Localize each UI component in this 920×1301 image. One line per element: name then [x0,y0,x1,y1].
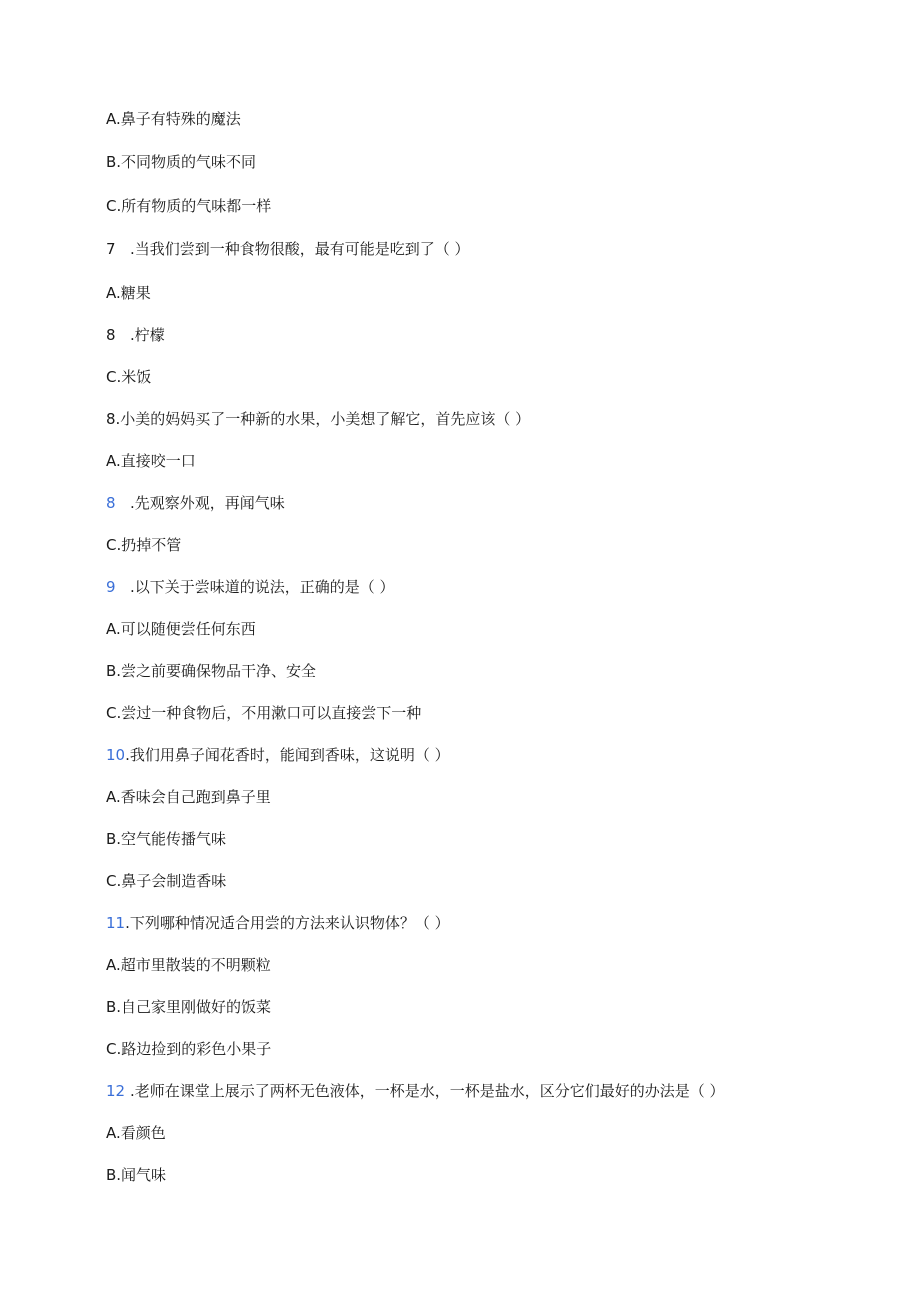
option-text: B.自己家里刚做好的饭菜 [106,998,272,1016]
option-text: C.鼻子会制造香味 [106,872,227,890]
option-12b [106,1165,166,1185]
option-text: B.闻气味 [106,1166,167,1184]
option-text: A.可以随便尝任何东西 [106,620,256,638]
option-number: 8 [106,494,116,512]
question-8 [106,409,530,429]
question-text: .当我们尝到一种食物很酸，最有可能是吃到了（ ） [130,240,470,258]
question-number: 12 [106,1082,126,1100]
option-11a [106,955,271,975]
option-6c [106,196,271,216]
option-6b [106,152,256,172]
question-text: .下列哪种情况适合用尝的方法来认识物体？（ ） [125,914,450,932]
option-text: A.超市里散装的不明颗粒 [106,956,271,974]
option-8b [106,493,285,513]
option-10b [106,829,226,849]
question-9 [106,577,395,597]
question-number: 10 [106,746,126,764]
option-text: A.直接咬一口 [106,452,196,470]
question-number: 9 [106,578,116,596]
question-text: 8.小美的妈妈买了一种新的水果，小美想了解它，首先应该（ ） [106,410,531,428]
question-10 [106,745,450,765]
question-text: .以下关于尝味道的说法，正确的是（ ） [130,578,395,596]
option-7c [106,367,151,387]
option-text: C.路边捡到的彩色小果子 [106,1040,272,1058]
question-text: .老师在课堂上展示了两杯无色液体，一杯是水，一杯是盐水，区分它们最好的办法是（ ） [130,1082,725,1100]
option-8c [106,535,181,555]
option-10a [106,787,271,807]
option-12a [106,1123,166,1143]
option-text: .柠檬 [130,326,165,344]
question-11 [106,913,450,933]
question-number: 7 [106,240,116,258]
option-text: C.尝过一种食物后，不用漱口可以直接尝下一种 [106,704,422,722]
option-11c [106,1039,271,1059]
option-9b [106,661,316,681]
option-text: A.糖果 [106,284,151,302]
option-7b [106,325,165,345]
option-text: B.不同物质的气味不同 [106,153,257,171]
option-text: C.扔掉不管 [106,536,182,554]
option-text: B.尝之前要确保物品干净、安全 [106,662,317,680]
option-7a [106,283,151,303]
question-12 [106,1081,725,1101]
option-9a [106,619,256,639]
option-10c [106,871,226,891]
option-9c [106,703,421,723]
question-7 [106,239,470,259]
question-number: 11 [106,914,126,932]
option-text: A.鼻子有特殊的魔法 [106,110,241,128]
option-11b [106,997,271,1017]
option-8a [106,451,196,471]
option-number: 8 [106,326,116,344]
option-6a [106,109,241,129]
option-text: A.看颜色 [106,1124,166,1142]
option-text: C.所有物质的气味都一样 [106,197,272,215]
option-text: A.香味会自己跑到鼻子里 [106,788,271,806]
option-text: B.空气能传播气味 [106,830,227,848]
option-text: C.米饭 [106,368,152,386]
option-text: .先观察外观，再闻气味 [130,494,285,512]
question-text: .我们用鼻子闻花香时，能闻到香味，这说明（ ） [125,746,450,764]
